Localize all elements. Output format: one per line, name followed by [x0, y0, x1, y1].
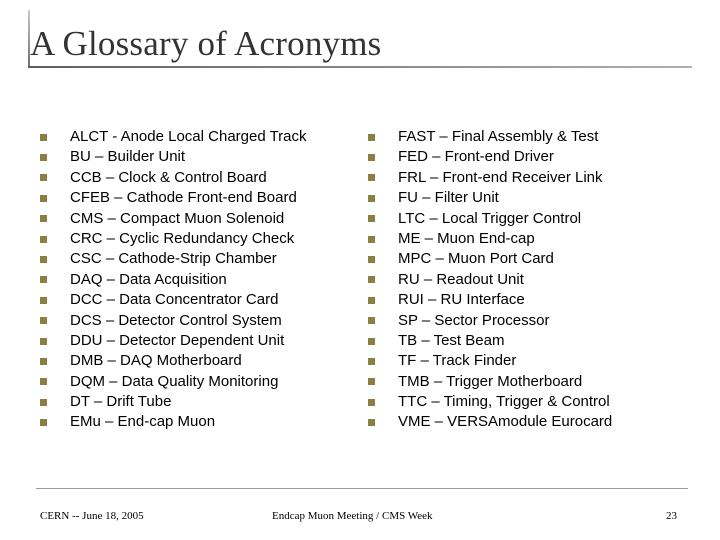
square-bullet-icon	[368, 236, 375, 243]
acronym-item	[40, 270, 307, 290]
acronym-text: CCB – Clock & Control Board	[70, 168, 267, 186]
acronym-text: DT – Drift Tube	[70, 393, 172, 411]
acronym-text: CFEB – Cathode Front-end Board	[70, 189, 297, 207]
acronym-text: FED – Front-end Driver	[398, 148, 554, 166]
square-bullet-icon	[40, 154, 47, 161]
square-bullet-icon	[368, 256, 375, 263]
square-bullet-icon	[40, 134, 47, 141]
square-bullet-icon	[368, 276, 375, 283]
acronym-text: TB – Test Beam	[398, 331, 505, 349]
acronym-text: VME – VERSAmodule Eurocard	[398, 413, 613, 431]
acronym-item	[368, 188, 612, 208]
acronym-item	[40, 168, 307, 188]
acronym-item	[40, 147, 307, 167]
acronym-text: LTC – Local Trigger Control	[398, 209, 582, 227]
square-bullet-icon	[40, 215, 47, 222]
square-bullet-icon	[40, 399, 47, 406]
square-bullet-icon	[368, 154, 375, 161]
acronym-text: EMu – End-cap Muon	[70, 413, 216, 431]
slide-title: A Glossary of Acronyms	[30, 24, 382, 63]
footer-date: CERN -- June 18, 2005	[40, 510, 144, 522]
square-bullet-icon	[368, 195, 375, 202]
acronym-item	[40, 412, 307, 432]
square-bullet-icon	[368, 419, 375, 426]
acronym-item	[368, 270, 612, 290]
title-underline	[28, 66, 692, 68]
acronym-item	[40, 188, 307, 208]
acronym-text: DAQ – Data Acquisition	[70, 270, 227, 288]
acronym-text: DCS – Detector Control System	[70, 311, 282, 329]
square-bullet-icon	[40, 378, 47, 385]
acronym-item	[368, 311, 612, 331]
acronym-text: ME – Muon End-cap	[398, 229, 535, 247]
square-bullet-icon	[368, 338, 375, 345]
acronym-item	[40, 392, 307, 412]
page-number: 23	[666, 510, 677, 522]
acronym-item	[40, 311, 307, 331]
acronym-item	[40, 331, 307, 351]
square-bullet-icon	[40, 195, 47, 202]
square-bullet-icon	[368, 174, 375, 181]
acronym-list-left	[40, 127, 307, 433]
acronym-text: CMS – Compact Muon Solenoid	[70, 209, 285, 227]
acronym-item	[368, 290, 612, 310]
square-bullet-icon	[368, 317, 375, 324]
square-bullet-icon	[40, 276, 47, 283]
square-bullet-icon	[368, 215, 375, 222]
acronym-item	[368, 249, 612, 269]
acronym-text: TTC – Timing, Trigger & Control	[398, 393, 610, 411]
acronym-item	[40, 290, 307, 310]
acronym-item	[40, 209, 307, 229]
acronym-text: DDU – Detector Dependent Unit	[70, 331, 285, 349]
acronym-item	[368, 229, 612, 249]
square-bullet-icon	[40, 317, 47, 324]
acronym-text: MPC – Muon Port Card	[398, 250, 554, 268]
acronym-item	[368, 209, 612, 229]
acronym-item	[40, 229, 307, 249]
acronym-text: FRL – Front-end Receiver Link	[398, 168, 603, 186]
square-bullet-icon	[368, 297, 375, 304]
acronym-text: RUI – RU Interface	[398, 291, 525, 309]
square-bullet-icon	[40, 297, 47, 304]
footer-rule	[36, 488, 688, 489]
acronym-text: CRC – Cyclic Redundancy Check	[70, 229, 295, 247]
square-bullet-icon	[40, 358, 47, 365]
acronym-text: SP – Sector Processor	[398, 311, 550, 329]
acronym-text: FAST – Final Assembly & Test	[398, 128, 599, 145]
acronym-item	[368, 168, 612, 188]
acronym-text: DCC – Data Concentrator Card	[70, 291, 279, 309]
acronym-item	[40, 372, 307, 392]
square-bullet-icon	[368, 134, 375, 141]
acronym-text: TF – Track Finder	[398, 352, 517, 370]
square-bullet-icon	[368, 399, 375, 406]
acronym-text: ALCT - Anode Local Charged Track	[70, 128, 307, 145]
acronym-text: FU – Filter Unit	[398, 189, 499, 207]
acronym-item	[40, 127, 307, 147]
acronym-item	[40, 249, 307, 269]
acronym-item	[368, 127, 612, 147]
square-bullet-icon	[40, 256, 47, 263]
acronym-list-right	[368, 127, 612, 433]
acronym-item	[368, 331, 612, 351]
acronym-text: DQM – Data Quality Monitoring	[70, 372, 279, 390]
acronym-text: RU – Readout Unit	[398, 270, 524, 288]
acronym-text: TMB – Trigger Motherboard	[398, 372, 583, 390]
footer-meeting: Endcap Muon Meeting / CMS Week	[272, 510, 433, 522]
acronym-item	[40, 351, 307, 371]
square-bullet-icon	[40, 419, 47, 426]
acronym-item	[368, 351, 612, 371]
acronym-item	[368, 392, 612, 412]
acronym-item	[368, 412, 612, 432]
acronym-item	[368, 147, 612, 167]
acronym-text: BU – Builder Unit	[70, 148, 186, 166]
square-bullet-icon	[368, 358, 375, 365]
square-bullet-icon	[40, 174, 47, 181]
square-bullet-icon	[40, 338, 47, 345]
acronym-item	[368, 372, 612, 392]
acronym-text: DMB – DAQ Motherboard	[70, 352, 242, 370]
square-bullet-icon	[368, 378, 375, 385]
square-bullet-icon	[40, 236, 47, 243]
acronym-text: CSC – Cathode-Strip Chamber	[70, 250, 277, 268]
